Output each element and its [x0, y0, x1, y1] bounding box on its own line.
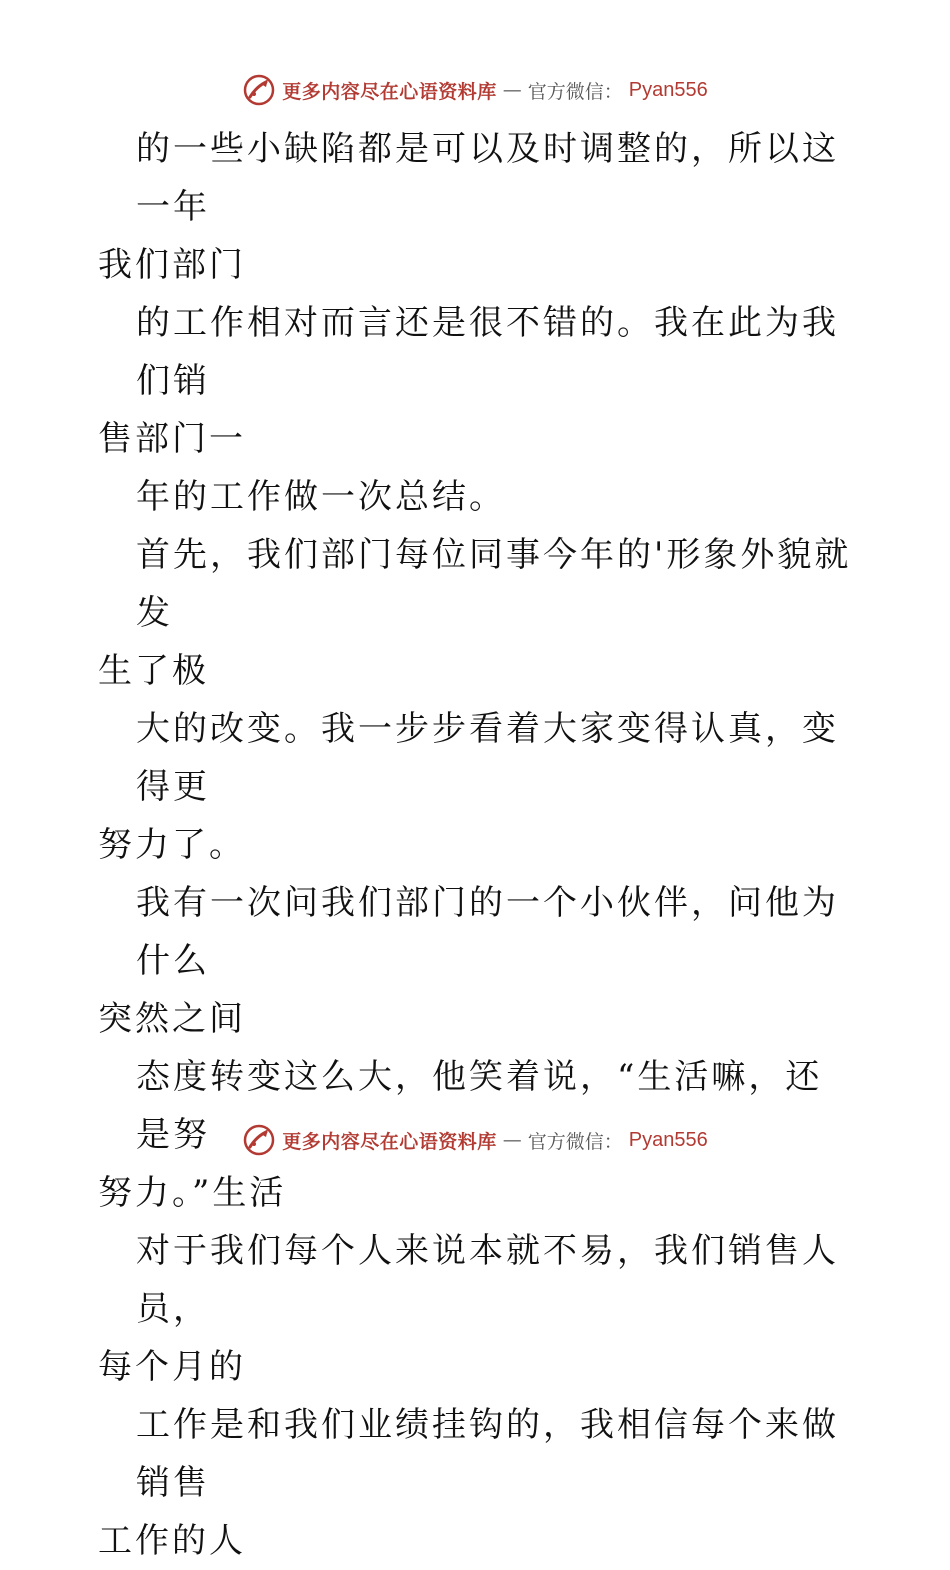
paragraph-line: 生了极: [98, 651, 209, 691]
paragraph-line: 努力了。: [98, 825, 246, 865]
paragraph: [98, 468, 858, 526]
paragraph-line: 突然之间: [98, 999, 246, 1039]
paragraph-line: 的工作相对而言还是很不错的。我在此为我们销: [136, 303, 839, 401]
paragraph-line: 对于我们每个人来说本就不易，我们销售人员，: [136, 1231, 839, 1329]
paragraph-line: 态度转变这么大，他笑着说，“生活嘛，还是努: [136, 1057, 823, 1155]
header-wechat-label: 官方微信：: [527, 80, 623, 103]
pen-logo-icon: [242, 1123, 276, 1157]
document-body: [98, 120, 858, 1570]
paragraph: [98, 1396, 858, 1570]
paragraph-line: 我有一次问我们部门的一个小伙伴，问他为什么: [136, 883, 839, 981]
footer-wechat-label: 官方微信：: [527, 1130, 623, 1153]
paragraph: [98, 120, 858, 294]
footer-wechat-id: Pyan556: [628, 1128, 708, 1151]
paragraph-line: 首先，我们部门每位同事今年的'形象外貌就发: [136, 535, 852, 633]
paragraph: [98, 874, 858, 1048]
paragraph-line: 年的工作做一次总结。: [136, 477, 506, 517]
pen-logo-icon: [242, 73, 276, 107]
paragraph: [98, 294, 858, 468]
paragraph-line: 的一些小缺陷都是可以及时调整的，所以这一年: [136, 129, 839, 227]
footer-banner: [0, 1120, 950, 1160]
paragraph-line: 工作是和我们业绩挂钩的，我相信每个来做销售: [136, 1405, 839, 1503]
paragraph-line: 售部门一: [98, 419, 246, 459]
footer-brand-text: 更多内容尽在心语资料库: [282, 1130, 497, 1153]
header-dash: —: [502, 79, 522, 101]
header-banner: [0, 70, 950, 110]
paragraph: [98, 526, 858, 700]
paragraph-line: 每个月的: [98, 1347, 246, 1387]
header-wechat-id: Pyan556: [628, 78, 708, 101]
header-brand-text: 更多内容尽在心语资料库: [282, 80, 497, 103]
footer-dash: —: [502, 1129, 522, 1151]
paragraph-line: 大的改变。我一步步看着大家变得认真，变得更: [136, 709, 839, 807]
paragraph: [98, 700, 858, 874]
paragraph-line: 努力。”生活: [98, 1173, 287, 1213]
paragraph: [98, 1222, 858, 1396]
paragraph-line: 工作的人: [98, 1521, 246, 1561]
paragraph-line: 我们部门: [98, 245, 246, 285]
